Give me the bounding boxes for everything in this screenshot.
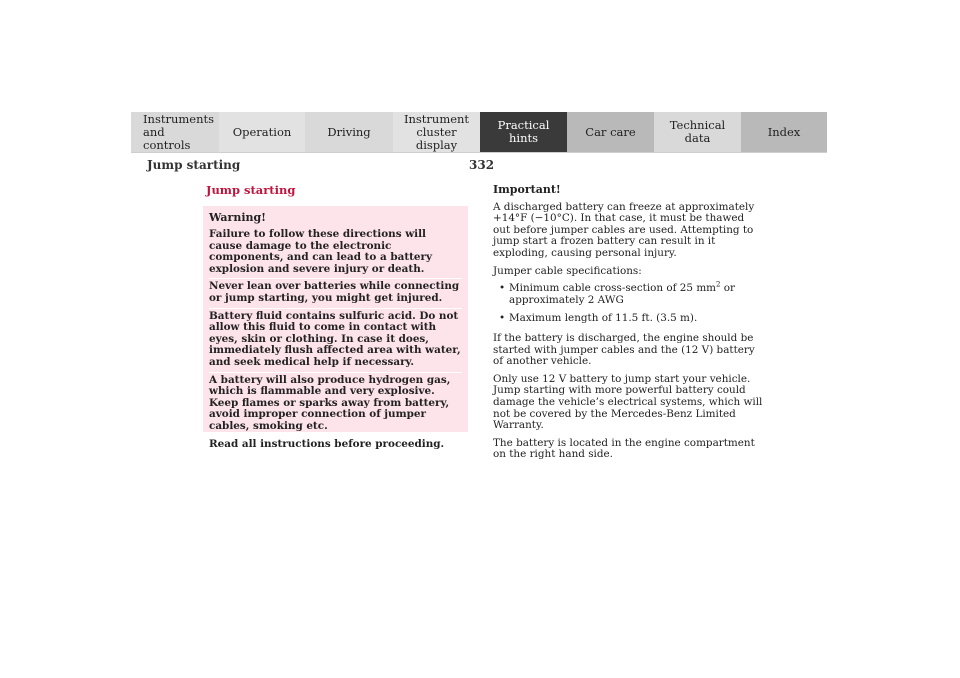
warning-paragraph: Failure to follow these directions will cause damage to the electronic components, and can lead to a battery explosion and severe injury or death.: [209, 227, 462, 279]
only-use-paragraph: Only use 12 V battery to jump start your vehicle. Jump starting with more powerful battery could damage the vehicle’s electrical systems, which will not be covered by the Mercedes-Benz Limited Warranty.: [493, 372, 763, 432]
list-item: [493, 280, 763, 306]
discharged-paragraph: If the battery is discharged, the engine should be started with jumper cables and the (12 V) battery of another vehicle.: [493, 331, 755, 368]
spec-length-text: Maximum length of 11.5 ft. (3.5 m).: [509, 312, 698, 325]
bullet-icon: •: [499, 282, 506, 295]
warning-paragraph: Read all instructions before proceeding.: [209, 437, 445, 450]
important-title: Important!: [493, 183, 561, 196]
spec-awg-text: or approximately 2 AWG: [509, 282, 736, 306]
bullet-icon: •: [499, 312, 506, 325]
warning-paragraph: Never lean over batteries while connecting or jump starting, you might get injured.: [209, 279, 462, 308]
tab-instrument-cluster-display[interactable]: Instrument cluster display: [393, 112, 480, 152]
chapter-tabs: [131, 112, 827, 152]
tab-driving[interactable]: Driving: [305, 112, 393, 152]
spec-list: [493, 280, 763, 325]
right-column: [493, 184, 763, 467]
location-paragraph: The battery is located in the engine compartment on the right hand side.: [493, 436, 755, 461]
tab-technical-data[interactable]: Technical data: [654, 112, 741, 152]
warning-title: Warning!: [209, 211, 267, 224]
list-item: [493, 313, 763, 325]
page-section-title: Jump starting: [147, 158, 241, 172]
spec-cross-section-text: Minimum cable cross-section of 25 mm: [509, 282, 717, 295]
page-number: 332: [469, 158, 495, 172]
warning-paragraph: Battery fluid contains sulfuric acid. Do not allow this fluid to come in contact with eyes, skin or clothing. In case it does, immediately flush affected area with water, and seek medical help if necessary.: [209, 309, 462, 373]
warning-paragraph: A battery will also produce hydrogen gas, which is flammable and very explosive. Keep flames or sparks away from battery, avoid improper connection of jumper cables, smoking etc.: [209, 373, 462, 437]
tab-operation[interactable]: Operation: [219, 112, 305, 152]
freeze-paragraph: A discharged battery can freeze at approximately +14°F (−10°C). In that case, it must be thawed out before jumper cables are used. Attempting to jump start a frozen battery can result in it exploding, causing personal injury.: [493, 200, 755, 259]
tab-car-care[interactable]: Car care: [567, 112, 654, 152]
tab-practical-hints[interactable]: Practical hints: [480, 112, 567, 152]
tab-index[interactable]: Index: [741, 112, 827, 152]
warning-box: [203, 206, 468, 450]
tab-instruments-and-controls[interactable]: Instruments and controls: [131, 112, 219, 152]
header-divider: [131, 152, 827, 153]
spec-intro: Jumper cable specifications:: [493, 264, 642, 277]
superscript: 2: [716, 280, 721, 289]
section-heading: Jump starting: [206, 183, 296, 197]
